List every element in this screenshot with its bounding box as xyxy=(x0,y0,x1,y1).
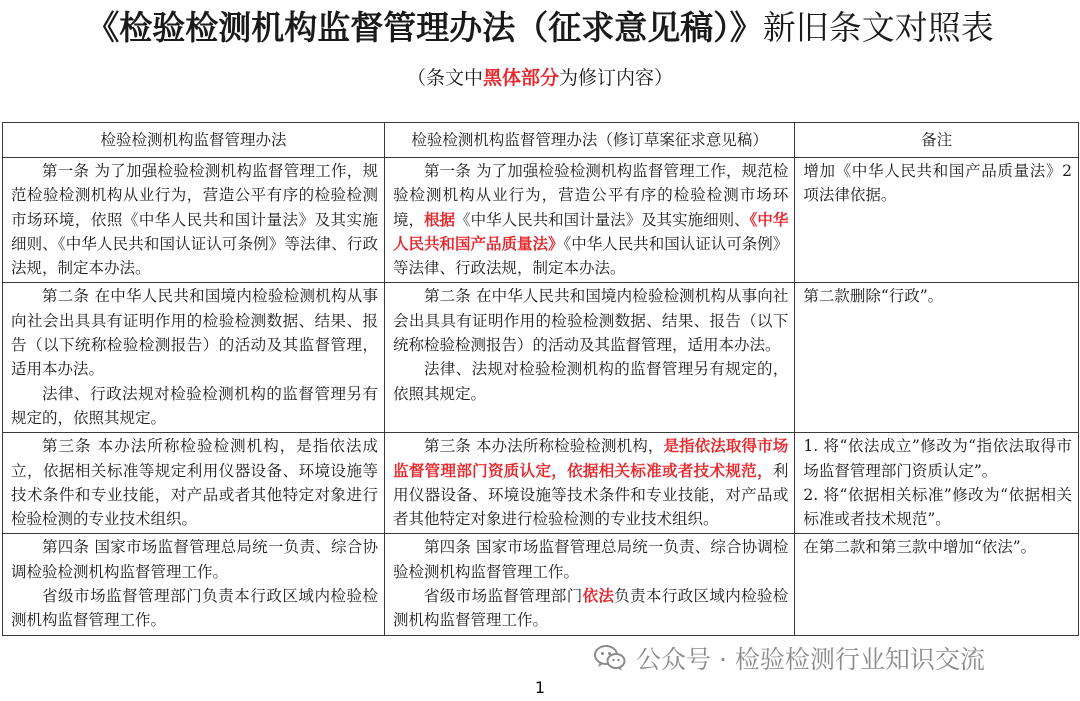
remark-article-4 xyxy=(795,534,1079,635)
new-article-1-part-b: 《中华人民共和国计量法》及其实施细则、 xyxy=(455,210,750,229)
new-article-3 xyxy=(385,433,795,534)
document-subtitle xyxy=(0,64,1080,92)
new-article-4-para-1: 第四条 国家市场监督管理总局统一负责、综合协调检验检测机构监督管理工作。 xyxy=(393,538,789,581)
new-article-4 xyxy=(385,534,795,635)
new-article-2-para-1: 第二条 在中华人民共和国境内检验检测机构从事向社会出具具有证明作用的检验检测数据、结果、报告（以下统称检验检测报告）的活动及其监督管理，适用本办法。 xyxy=(393,287,789,355)
old-article-4-para-2: 省级市场监督管理部门负责本行政区域内检验检测机构监督管理工作。 xyxy=(11,587,379,630)
table-row xyxy=(3,534,1079,635)
old-article-4 xyxy=(3,534,385,635)
header-new-version: 检验检测机构监督管理办法（修订草案征求意见稿） xyxy=(385,123,795,158)
subtitle-pre: （条文中 xyxy=(406,67,483,89)
new-article-1 xyxy=(385,158,795,283)
new-article-3-revision: 是指依法取得市场监督管理部门资质认定，依据相关标准或者技术规范， xyxy=(393,437,789,480)
header-remarks: 备注 xyxy=(795,123,1079,158)
old-article-2 xyxy=(3,283,385,433)
table-row xyxy=(3,283,1079,433)
header-old-version: 检验检测机构监督管理办法 xyxy=(3,123,385,158)
new-article-3-part-a: 第三条 本办法所称检验检测机构， xyxy=(424,437,664,456)
old-article-2-para-1: 第二条 在中华人民共和国境内检验检测机构从事向社会出具具有证明作用的检验检测数据、结果、报告（以下统称检验检测报告）的活动及其监督管理，适用本办法。 xyxy=(11,287,379,379)
new-article-2 xyxy=(385,283,795,433)
new-article-1-revision-b: 《中华人民共和国产品质量法》 xyxy=(393,210,789,253)
remark-article-3-item-1: 1. 将“依法成立”修改为“指依法取得市场监督管理部门资质认定”。 xyxy=(803,437,1072,480)
new-article-4-revision: 依法 xyxy=(582,587,615,606)
old-article-3-text: 第三条 本办法所称检验检测机构，是指依法成立，依据相关标准等规定利用仪器设备、环境设施等技术条件和专业技能，对产品或者其他特定对象进行检验检测的专业技术组织。 xyxy=(11,437,379,529)
new-article-1-part-c: 《中华人民共和国认证认可条例》等法律、行政法规，制定本办法。 xyxy=(393,234,789,278)
title-bold: 《检验检测机构监督管理办法（征求意见稿）》 xyxy=(86,8,763,47)
remark-article-2 xyxy=(795,283,1079,433)
old-article-1 xyxy=(3,158,385,283)
page-number: 1 xyxy=(534,678,546,697)
remark-article-1 xyxy=(795,158,1079,283)
watermark xyxy=(594,640,985,676)
remark-article-4-text: 在第二款和第三款中增加“依法”。 xyxy=(803,538,1037,557)
comparison-table xyxy=(2,122,1079,636)
new-article-3-part-b: 利用仪器设备、环境设施等技术条件和专业技能，对产品或者其他特定对象进行检验检测的专业技术组织。 xyxy=(393,461,789,529)
old-article-2-para-2: 法律、行政法规对检验检测机构的监督管理另有规定的，依照其规定。 xyxy=(11,384,379,427)
old-article-4-para-1: 第四条 国家市场监督管理总局统一负责、综合协调检验检测机构监督管理工作。 xyxy=(11,538,379,581)
title-rest: 新旧条文对照表 xyxy=(762,8,994,47)
new-article-2-para-2: 法律、法规对检验检测机构的监督管理另有规定的，依照其规定。 xyxy=(393,360,789,403)
remark-article-3 xyxy=(795,433,1079,534)
new-article-1-part-a: 第一条 为了加强检验检测机构监督管理工作，规范检验检测机构从业行为，营造公平有序的检验检测市场环境， xyxy=(393,162,789,229)
new-article-3-text xyxy=(393,434,788,531)
table-row xyxy=(3,158,1079,283)
new-article-4-part-b: 负责本行政区域内检验检测机构监督管理工作。 xyxy=(393,587,789,630)
old-article-1-text: 第一条 为了加强检验检测机构监督管理工作，规范检验检测机构从业行为，营造公平有序的检验检测市场环境，依照《中华人民共和国计量法》及其实施细则、《中华人民共和国认证认可条例》等法律、行政法规，制定本办法。 xyxy=(11,162,379,278)
remark-article-3-item-2: 2. 将“依据相关标准”修改为“依据相关标准或者技术规范”。 xyxy=(803,485,1072,529)
new-article-4-para-2 xyxy=(393,584,788,633)
remark-article-1-text: 增加《中华人民共和国产品质量法》2项法律依据。 xyxy=(803,162,1072,205)
table-row xyxy=(3,433,1079,534)
watermark-text: 公众号 · 检验检测行业知识交流 xyxy=(636,645,985,674)
wechat-icon xyxy=(594,644,626,672)
old-article-3 xyxy=(3,433,385,534)
document-title xyxy=(0,6,1080,50)
new-article-1-text xyxy=(393,159,788,280)
subtitle-highlight: 黑体部分 xyxy=(482,67,559,89)
subtitle-post: 为修订内容） xyxy=(559,67,674,89)
new-article-1-revision-a: 根据 xyxy=(424,210,456,229)
new-article-4-part-a: 省级市场监督管理部门 xyxy=(424,587,583,606)
remark-article-2-text: 第二款删除“行政”。 xyxy=(803,287,944,306)
table-header-row xyxy=(3,123,1079,158)
